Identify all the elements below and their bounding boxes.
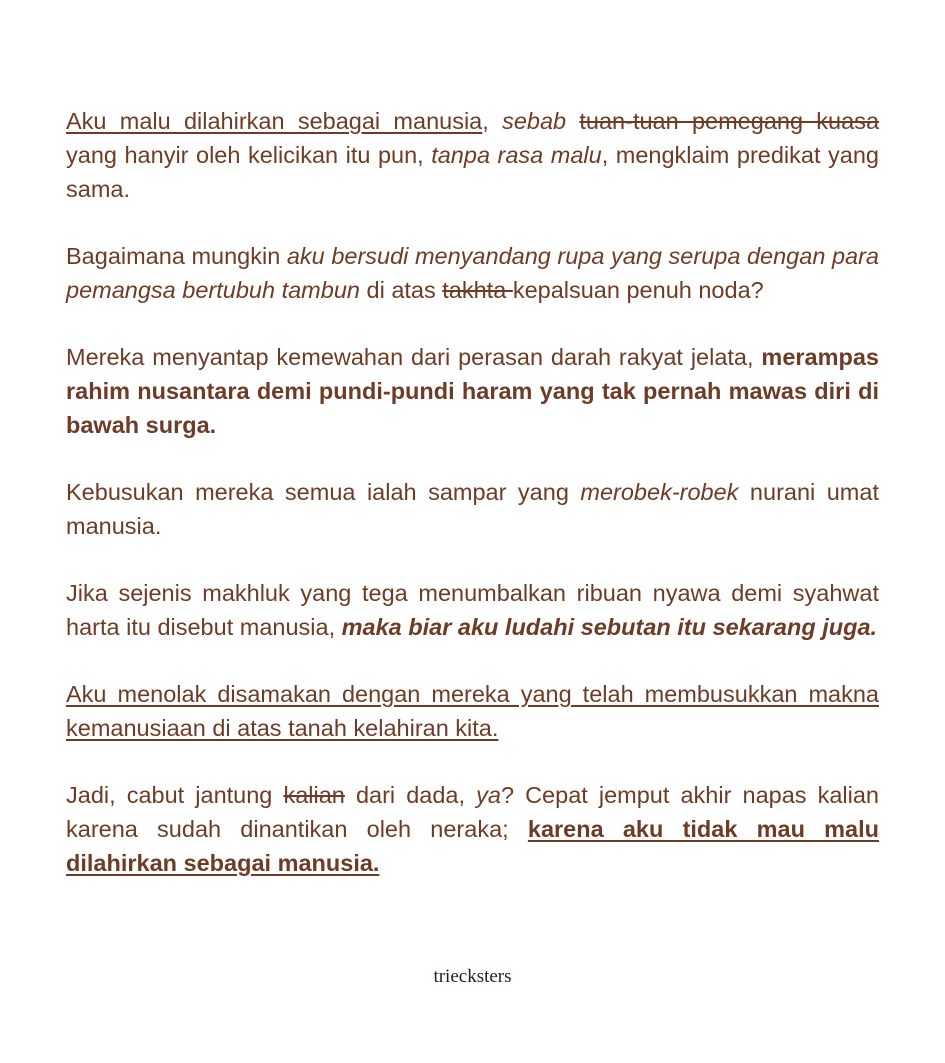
paragraph-5 — [66, 576, 879, 644]
paragraph-1-segment: tuan-tuan pemegang kuasa — [579, 108, 880, 134]
paragraph-4-segment: nurani umat manusia. — [66, 479, 879, 539]
paragraph-4 — [66, 475, 879, 543]
paragraph-1-segment: Aku malu dilahirkan sebagai manusia — [66, 108, 483, 134]
paragraph-2 — [66, 239, 879, 307]
paragraph-5-segment: Jika sejenis makhluk yang tega menumbalkan ribuan nyawa demi syahwat harta itu disebut manusia, — [66, 580, 879, 640]
paragraph-2-segment: di atas — [359, 277, 443, 303]
paragraph-3-segment: Mereka menyantap kemewahan dari perasan darah rakyat jelata, — [66, 344, 762, 370]
paragraph-7-segment: kalian — [283, 782, 345, 808]
paragraph-1-segment: sebab — [502, 108, 567, 134]
paragraph-2-segment: takhta — [442, 277, 513, 303]
paragraph-5-segment: maka biar aku ludahi sebutan itu sekarang juga. — [341, 614, 878, 640]
paragraph-4-segment: Kebusukan mereka semua ialah sampar yang — [66, 479, 581, 505]
paragraph-7-segment: dari dada, — [344, 782, 477, 808]
paragraph-7-segment: ya — [476, 782, 501, 808]
paragraph-1-segment: yang hanyir oleh kelicikan itu pun, — [66, 142, 432, 168]
paragraph-2-segment: Bagaimana mungkin — [66, 243, 287, 269]
author-signature: triecksters — [433, 966, 512, 987]
paragraph-7-segment: ? Cepat jemput akhir napas kalian karena sudah dinantikan oleh neraka; — [66, 782, 880, 842]
paragraph-3-segment: merampas rahim nusantara demi pundi-pundi haram yang tak pernah mawas diri di bawah surga. — [66, 344, 879, 438]
document-body — [66, 104, 879, 880]
paragraph-1-segment: , mengklaim predikat yang sama. — [66, 142, 879, 202]
paragraph-4-segment: merobek-robek — [580, 479, 739, 505]
paragraph-1-segment: tanpa rasa malu — [431, 142, 602, 168]
paragraph-7-segment: Jadi, cabut jantung — [66, 782, 284, 808]
paragraph-7-segment: karena aku tidak mau malu dilahirkan sebagai manusia. — [66, 816, 879, 876]
paragraph-2-segment: kepalsuan penuh noda? — [512, 277, 764, 303]
paragraph-7 — [66, 778, 879, 880]
paragraph-2-segment: aku bersudi menyandang rupa yang serupa dengan para pemangsa bertubuh tambun — [66, 243, 879, 303]
paragraph-6 — [66, 677, 879, 745]
paragraph-6-segment: Aku menolak disamakan dengan mereka yang telah membusukkan makna kemanusiaan di atas tanah kelahiran kita. — [66, 681, 879, 741]
paragraph-1-segment: , — [482, 108, 503, 134]
paragraph-3 — [66, 340, 879, 442]
paragraph-1-segment — [566, 108, 579, 134]
paragraph-1 — [66, 104, 879, 206]
